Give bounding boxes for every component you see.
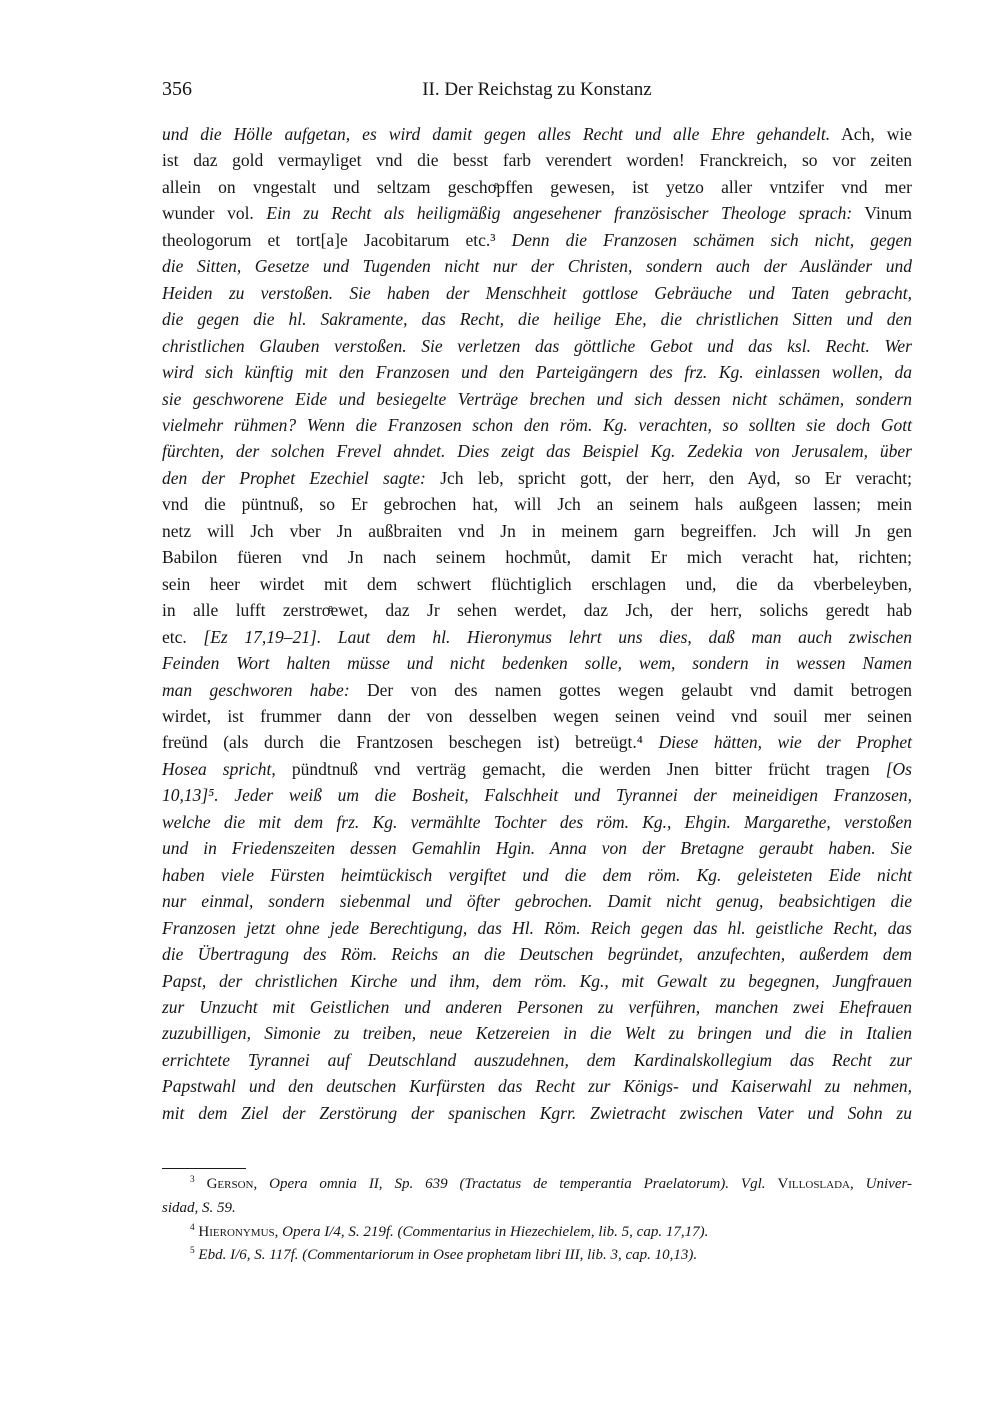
- text-segment: christlichen Glauben verstoßen. Sie verletzen das göttliche Gebot und das ksl. Recht. Wer: [162, 335, 912, 356]
- text-segment: und die Hölle aufgetan, es wird damit gegen alles Recht und alle Ehre gehandelt.: [162, 124, 831, 144]
- text-segment: wird sich künftig mit den Franzosen und den Parteigängern des frz. Kg. einlassen wollen, da: [162, 362, 912, 383]
- text-segment: vnd die püntnuß, so Er gebrochen hat, will Jch an seinem hals außgeen lassen; mein: [162, 494, 912, 515]
- body-line: [162, 571, 912, 597]
- body-line: [162, 1047, 912, 1073]
- footnote-line: [162, 1244, 912, 1268]
- text-segment: etc.: [162, 626, 204, 647]
- text-segment: sie geschworene Eide und besiegelte Verträge brechen und sich dessen nicht schämen, sondern: [162, 388, 912, 409]
- text-segment: Univer-: [865, 1176, 913, 1192]
- text-segment: in alle lufft zerstroͤewet, daz Jr sehen werdet, daz Jch, der herr, solichs geredt hab: [162, 600, 912, 621]
- body-line: [162, 915, 912, 941]
- text-segment: theologorum et tort[a]e Jacobitarum etc.³: [162, 229, 512, 250]
- body-line: [162, 994, 912, 1020]
- text-segment: ,: [274, 1223, 283, 1240]
- footnote-line: [162, 1221, 912, 1245]
- running-head: II. Der Reichstag zu Konstanz: [422, 79, 652, 100]
- body-line: [162, 1073, 912, 1099]
- body-line: [162, 253, 912, 279]
- body-line: [162, 412, 912, 438]
- text-segment: allein on vngestalt und seltzam geschoͤpffen gewesen, ist yetzo aller vntzifer vnd mer: [162, 176, 912, 197]
- body-line: [162, 174, 912, 200]
- text-segment: Heiden zu verstoßen. Sie haben der Menschheit gottlose Gebräuche und Taten gebracht,: [162, 282, 912, 303]
- text-segment: Ach, wie: [830, 124, 912, 144]
- body-line: [162, 333, 912, 359]
- text-segment: pündtnuß vnd verträg gemacht, die werden Jnen bitter frücht tragen: [275, 758, 886, 779]
- body-line: [162, 491, 912, 517]
- text-segment: Ebd. I/6, S. 117f. (Commentariorum in Osee prophetam libri III, lib. 3, cap. 10,13).: [198, 1247, 698, 1264]
- text-segment: zur Unzucht mit Geistlichen und anderen Personen zu verführen, manchen zwei Ehefrauen: [162, 996, 912, 1017]
- text-segment: Franzosen jetzt ohne jede Berechtigung, das Hl. Röm. Reich gegen das hl. geistliche Recht, das: [162, 917, 912, 938]
- text-segment: Papstwahl und den deutschen Kurfürsten das Recht zur Königs- und Kaiserwahl zu nehmen,: [162, 1076, 912, 1097]
- body-line: [162, 756, 912, 782]
- body-line: [162, 968, 912, 994]
- body-line: [162, 465, 912, 491]
- body-line: [162, 624, 912, 650]
- body-line: [162, 359, 912, 385]
- body-line: [162, 729, 912, 755]
- body-line: [162, 703, 912, 729]
- text-segment: Villoslada: [777, 1176, 850, 1192]
- text-segment: haben viele Fürsten heimtückisch vergiftet und die dem röm. Kg. geleisteten Eide nicht: [162, 864, 912, 885]
- text-segment: fürchten, der solchen Frevel ahndet. Dies zeigt das Beispiel Kg. Zedekia von Jerusalem, über: [162, 441, 912, 462]
- text-segment: zuzubilligen, Simonie zu treiben, neue Ketzereien in die Welt zu bringen und die in Italien: [162, 1023, 912, 1044]
- body-line: [162, 782, 912, 808]
- text-segment: Der von des namen gottes wegen gelaubt vnd damit betrogen: [349, 679, 912, 700]
- text-segment: ist daz gold vermayliget vnd die besst farb verendert worden! Franckreich, so vor zeiten: [162, 150, 912, 171]
- text-segment: und in Friedenszeiten dessen Gemahlin Hgin. Anna von der Bretagne geraubt haben. Sie: [162, 838, 912, 859]
- text-segment: 3: [190, 1175, 195, 1185]
- body-line: [162, 597, 912, 623]
- body-line: [162, 677, 912, 703]
- body-line: [162, 888, 912, 914]
- body-line: [162, 941, 912, 967]
- text-segment: die Übertragung des Röm. Reichs an die Deutschen begründet, anzufechten, außerdem dem: [162, 944, 912, 965]
- text-segment: ,: [849, 1176, 866, 1192]
- body-line: [162, 280, 912, 306]
- text-segment: Opera omnia II, Sp. 639 (Tractatus de temperantia Praelatorum). Vgl.: [269, 1176, 778, 1192]
- text-segment: sidad, S. 59.: [162, 1199, 236, 1216]
- text-segment: die Sitten, Gesetze und Tugenden nicht nur der Christen, sondern auch der Ausländer und: [162, 256, 912, 277]
- body-line: [162, 306, 912, 332]
- text-segment: errichtete Tyrannei auf Deutschland auszudehnen, dem Kardinalskollegium das Recht zur: [162, 1049, 912, 1070]
- footnote-line: [162, 1197, 912, 1221]
- body-line: [162, 518, 912, 544]
- text-segment: wirdet, ist frummer dann der von desselben wegen seinen veind vnd souil mer seinen: [162, 705, 912, 726]
- text-segment: 4: [190, 1222, 195, 1233]
- text-segment: Jch leb, spricht gott, der herr, den Ayd, so Er veracht;: [425, 467, 912, 488]
- body-text: [162, 121, 912, 1126]
- page-number: 356: [162, 78, 192, 100]
- text-segment: die gegen die hl. Sakramente, das Recht, die heilige Ehe, die christlichen Sitten und den: [162, 309, 912, 330]
- body-line: [162, 862, 912, 888]
- text-segment: nur einmal, sondern siebenmal und öfter gebrochen. Damit nicht genug, beabsichtigen die: [162, 891, 912, 912]
- text-segment: Vinum: [852, 203, 912, 224]
- text-segment: 10,13]⁵. Jeder weiß um die Bosheit, Falschheit und Tyrannei der meineidigen Franzosen,: [162, 785, 912, 806]
- text-segment: sein heer wirdet mit dem schwert flüchtiglich erschlagen und, die da vberbeleyben,: [162, 573, 912, 594]
- text-segment: wunder vol.: [162, 203, 267, 224]
- body-line: [162, 200, 912, 226]
- text-segment: freünd (als durch die Frantzosen beschegen ist) betreügt.⁴: [162, 732, 659, 753]
- body-line: [162, 1100, 912, 1126]
- text-segment: [Os: [885, 758, 912, 779]
- text-segment: man geschworen habe:: [162, 679, 350, 700]
- footnote-line: [162, 1173, 912, 1197]
- text-segment: netz will Jch vber Jn außbraiten vnd Jn in meinem garn begreiffen. Jch will Jn gen: [162, 520, 912, 541]
- body-line: [162, 438, 912, 464]
- body-line: [162, 809, 912, 835]
- text-segment: Gerson: [206, 1176, 254, 1192]
- body-line: [162, 386, 912, 412]
- text-segment: [Ez 17,19–21]. Laut dem hl. Hieronymus lehrt uns dies, daß man auch zwischen: [203, 626, 912, 647]
- text-segment: mit dem Ziel der Zerstörung der spanischen Kgrr. Zwietracht zwischen Vater und Sohn zu: [162, 1102, 912, 1123]
- body-line: [162, 650, 912, 676]
- body-line: [162, 121, 912, 147]
- text-segment: [195, 1176, 207, 1192]
- text-segment: den der Prophet Ezechiel sagte:: [162, 467, 426, 488]
- body-line: [162, 147, 912, 173]
- body-line: [162, 835, 912, 861]
- text-segment: Papst, der christlichen Kirche und ihm, dem röm. Kg., mit Gewalt zu begegnen, Jungfrauen: [162, 970, 912, 991]
- text-segment: Hieronymus: [198, 1223, 275, 1240]
- text-segment: Opera I/4, S. 219f. (Commentarius in Hiezechielem, lib. 5, cap. 17,17).: [282, 1223, 709, 1240]
- text-segment: Babilon füeren vnd Jn nach seinem hochmůt, damit Er mich veracht hat, richten;: [162, 547, 912, 568]
- body-line: [162, 1020, 912, 1046]
- text-segment: Ein zu Recht als heiligmäßig angesehener französischer Theologe sprach:: [266, 203, 853, 224]
- text-segment: welche die mit dem frz. Kg. vermählte Tochter des röm. Kg., Ehgin. Margarethe, verstoßen: [162, 811, 912, 832]
- text-segment: Feinden Wort halten müsse und nicht bedenken solle, wem, sondern in wessen Namen: [162, 653, 912, 674]
- text-segment: Hosea spricht,: [162, 758, 276, 779]
- text-segment: ,: [253, 1176, 270, 1192]
- page-header: [162, 78, 912, 104]
- text-segment: vielmehr rühmen? Wenn die Franzosen schon den röm. Kg. verachten, so sollten sie doch Gott: [162, 414, 912, 435]
- footnotes: [162, 1173, 912, 1268]
- text-segment: Diese hätten, wie der Prophet: [658, 732, 912, 753]
- footnote-rule: [162, 1168, 246, 1169]
- body-line: [162, 544, 912, 570]
- body-line: [162, 227, 912, 253]
- text-segment: 5: [190, 1246, 195, 1257]
- text-segment: Denn die Franzosen schämen sich nicht, gegen: [511, 229, 912, 250]
